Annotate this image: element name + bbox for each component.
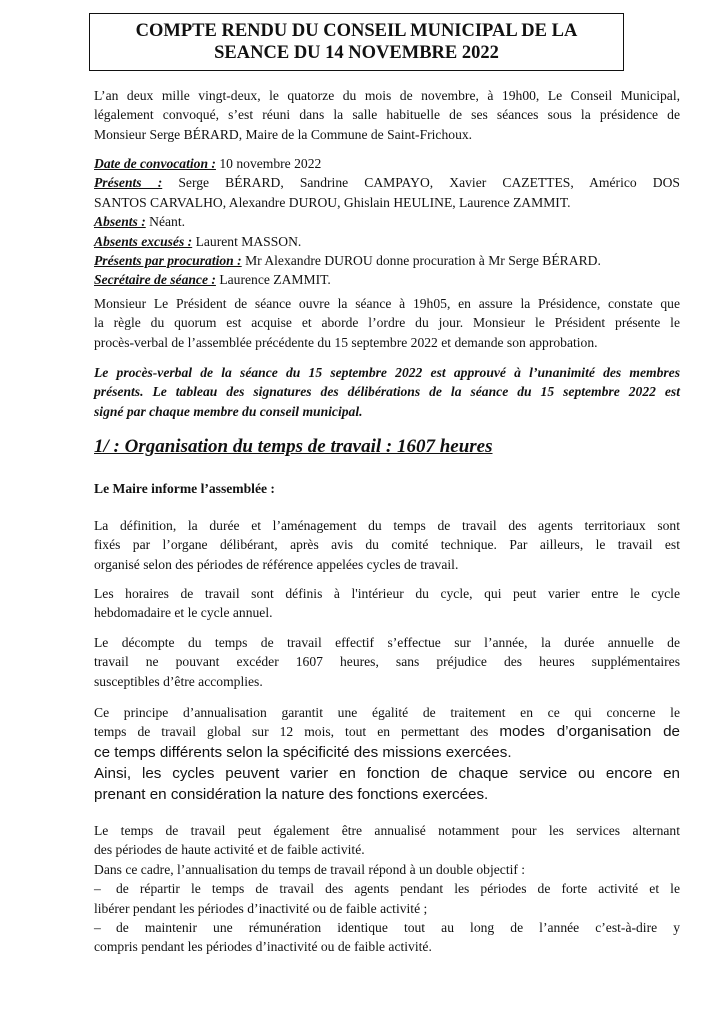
- bullet-line-continued: compris pendant les périodes d’inactivité ou de faible activité.: [94, 939, 432, 955]
- bullet-text: de maintenir une rémunération identique tout au long de l’année c’est-à-dire y: [116, 920, 680, 936]
- opening-line: procès-verbal de l’assemblée précédente du 15 septembre 2022 et demande son approbation.: [94, 334, 598, 350]
- section-subtitle: Le Maire informe l’assemblée :: [94, 481, 275, 496]
- paragraph-line: Dans ce cadre, l’annualisation du temps de travail répond à un double objectif :: [94, 861, 526, 877]
- presents-row: [94, 173, 680, 192]
- approval-line: Le procès-verbal de la séance du 15 septembre 2022 est approuvé à l’unanimité des membres: [94, 365, 680, 380]
- paragraph-horaires: [94, 584, 680, 623]
- presents-value: Serge BÉRARD, Sandrine CAMPAYO, Xavier CAZETTES, Américo DOS: [178, 175, 680, 191]
- excuses-value: Laurent MASSON.: [195, 233, 302, 249]
- approval-paragraph: [94, 363, 680, 421]
- procuration-row: [94, 251, 680, 270]
- paragraph-line-sans: Ainsi, les cycles peuvent varier en fonction de chaque service ou encore en: [94, 765, 680, 783]
- convocation-row: [94, 154, 680, 173]
- paragraph-decompte: [94, 633, 680, 691]
- session-info: [94, 154, 680, 290]
- bullet-dash: –: [94, 881, 101, 897]
- absents-value: Néant.: [149, 214, 186, 230]
- absents-label: Absents :: [94, 214, 146, 230]
- paragraph-line: organisé selon des périodes de référence appelées cycles de travail.: [94, 556, 459, 572]
- secretaire-label: Secrétaire de séance :: [94, 272, 216, 288]
- procuration-label: Présents par procuration :: [94, 253, 242, 269]
- paragraph-line: Le temps de travail peut également être annualisé notamment pour les services alternant: [94, 823, 680, 838]
- paragraph-definition: [94, 516, 680, 574]
- intro-line: L’an deux mille vingt-deux, le quatorze du mois de novembre, à 19h00, Le Conseil Municipal,: [94, 88, 680, 103]
- paragraph-line: fixés par l’organe délibérant, après avis du comité technique. Par ailleurs, le travail est: [94, 537, 680, 553]
- presents-row-continued: SANTOS CARVALHO, Alexandre DUROU, Ghislain HEULINE, Laurence ZAMMIT.: [94, 194, 571, 210]
- paragraph-line: susceptibles d’être accomplies.: [94, 673, 263, 689]
- paragraph-line: Les horaires de travail sont définis à l'intérieur du cycle, qui peut varier entre le cycle: [94, 586, 680, 601]
- excuses-row: [94, 232, 680, 251]
- opening-line: la règle du quorum est acquise et aborde l’ordre du jour. Monsieur le Président présente le: [94, 315, 680, 331]
- excuses-label: Absents excusés :: [94, 233, 193, 249]
- document-title-line-1: COMPTE RENDU DU CONSEIL MUNICIPAL DE LA: [135, 21, 578, 41]
- bullet-dash: –: [94, 920, 101, 936]
- absents-row: [94, 212, 680, 231]
- intro-paragraph: [94, 86, 680, 144]
- intro-line: légalement convoqué, s’est réuni dans la salle habituelle de ses séances sous la présidence de: [94, 107, 680, 123]
- paragraph-line: La définition, la durée et l’aménagement du temps de travail des agents territoriaux sont: [94, 518, 680, 533]
- secretaire-row: [94, 270, 680, 289]
- approval-line: signé par chaque membre du conseil municipal.: [94, 403, 363, 419]
- intro-line: Monsieur Serge BÉRARD, Maire de la Commune de Saint-Frichoux.: [94, 126, 473, 142]
- paragraph-line-sans: prenant en considération la nature des fonctions exercées.: [94, 786, 489, 804]
- secretaire-value: Laurence ZAMMIT.: [219, 272, 331, 288]
- paragraph-line: Le décompte du temps de travail effectif s’effectue sur l’année, la durée annuelle de: [94, 635, 680, 650]
- paragraph-annualisation: [94, 703, 680, 805]
- paragraph-line-sans: ce temps différents selon la spécificité des missions exercées.: [94, 744, 512, 762]
- opening-line: Monsieur Le Président de séance ouvre la séance à 19h05, en assure la Présidence, constate que: [94, 296, 680, 311]
- bullet-line: [94, 879, 680, 898]
- paragraph-line: [94, 722, 680, 742]
- bullet-line: [94, 918, 680, 937]
- opening-paragraph: [94, 294, 680, 352]
- section-title: 1/ : Organisation du temps de travail : 1607 heures: [94, 436, 493, 457]
- bullet-text: de répartir le temps de travail des agents pendant les périodes de forte activité et le: [116, 881, 680, 897]
- paragraph-line: Ce principe d’annualisation garantit une égalité de traitement en ce qui concerne le: [94, 705, 680, 720]
- paragraph-fragment: temps de travail global sur 12 mois, tout en permettant des: [94, 724, 489, 740]
- bullet-line-continued: libérer pendant les périodes d’inactivité ou de faible activité ;: [94, 900, 428, 916]
- paragraph-line: hebdomadaire et le cycle annuel.: [94, 605, 273, 621]
- paragraph-line: des périodes de haute activité et de faible activité.: [94, 842, 365, 858]
- approval-line: présents. Le tableau des signatures des délibérations de la séance du 15 septembre 2022 est: [94, 384, 680, 400]
- paragraph-line: travail ne pouvant excéder 1607 heures, sans préjudice des heures supplémentaires: [94, 654, 680, 670]
- convocation-value: 10 novembre 2022: [219, 156, 322, 171]
- document-title-line-2: SEANCE DU 14 NOVEMBRE 2022: [214, 43, 499, 63]
- paragraph-annualisation-objectifs: [94, 821, 680, 957]
- paragraph-fragment-sans: modes d’organisation de: [499, 723, 681, 741]
- document-title-box: [89, 13, 624, 71]
- convocation-label: Date de convocation :: [94, 156, 216, 171]
- presents-label: Présents :: [94, 175, 163, 191]
- procuration-value: Mr Alexandre DUROU donne procuration à Mr Serge BÉRARD.: [245, 253, 601, 269]
